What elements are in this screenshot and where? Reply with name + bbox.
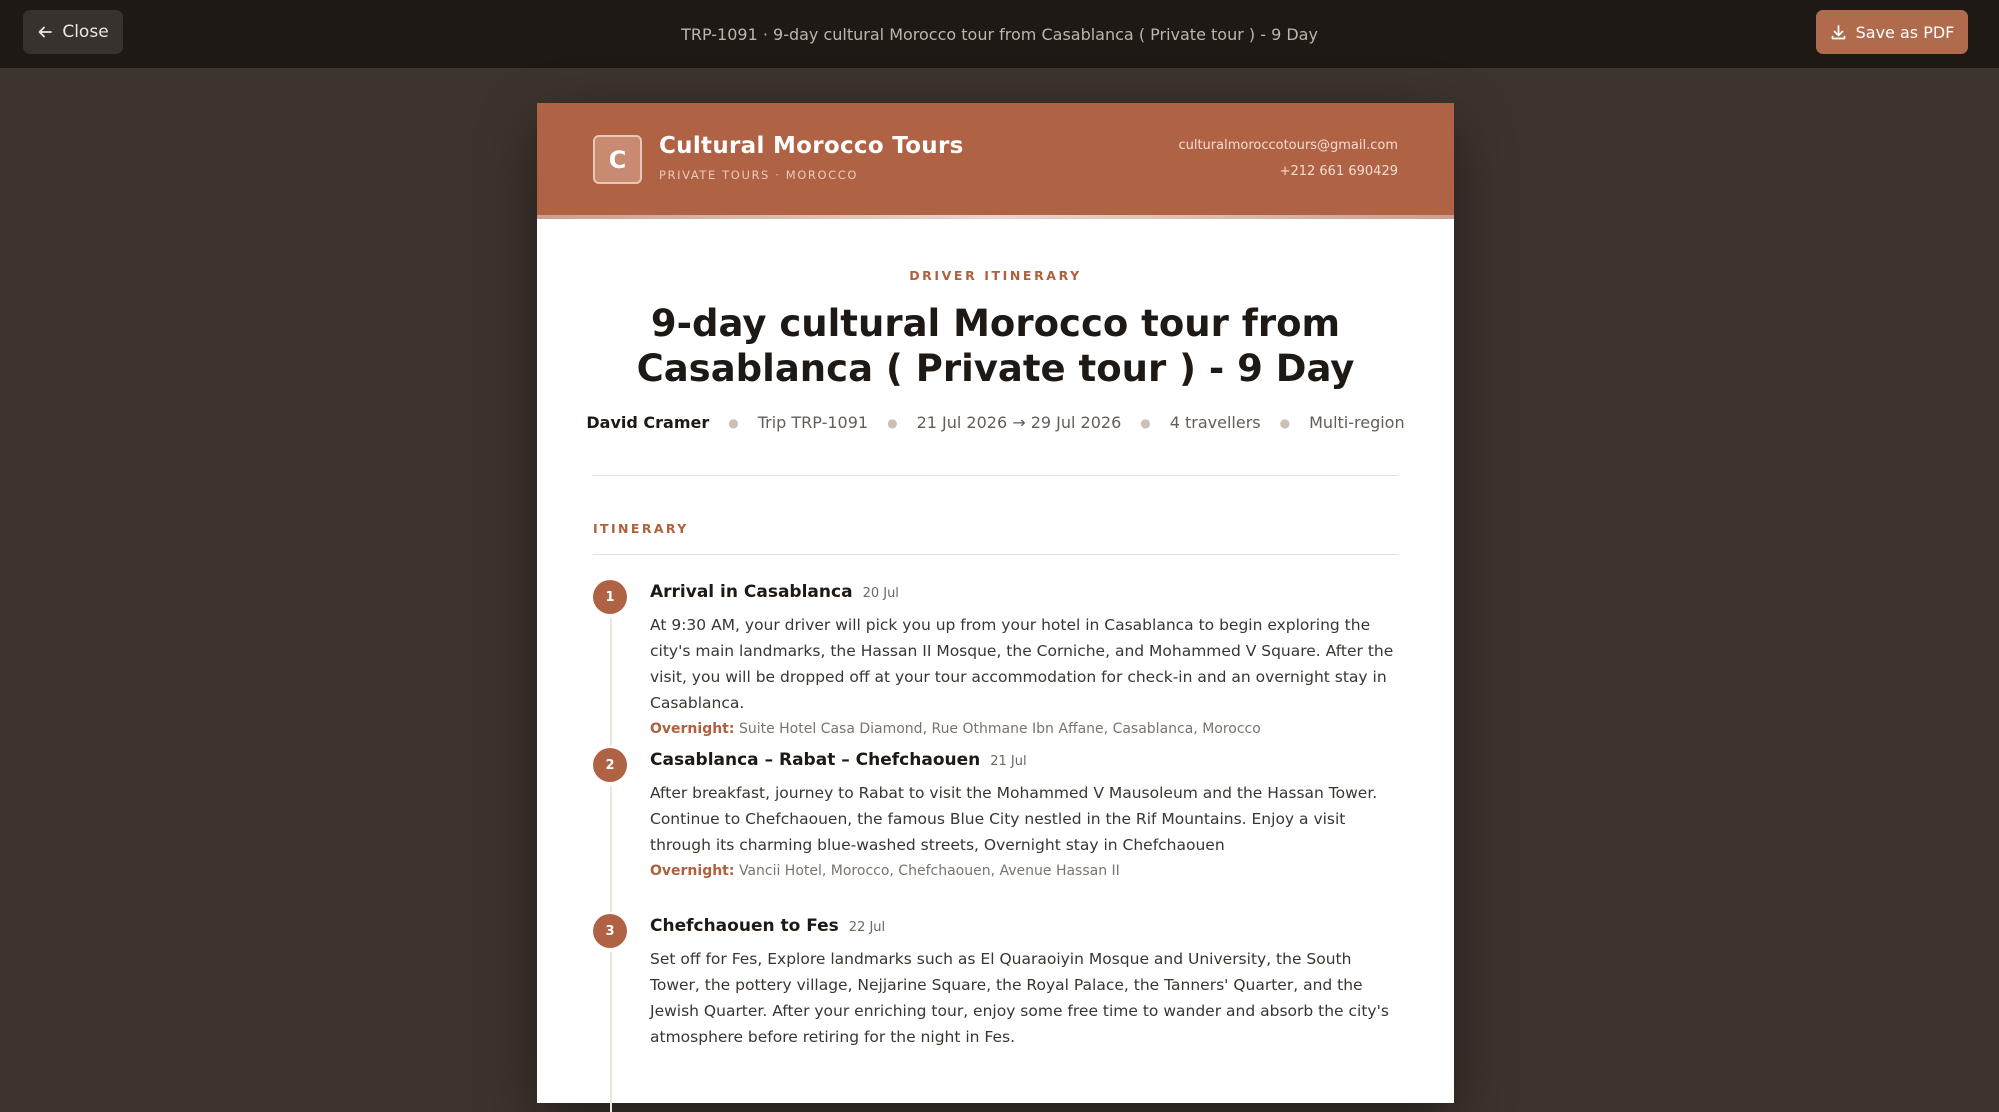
meta-separator: ● (887, 415, 898, 430)
day-number-badge: 3 (593, 914, 627, 948)
company-name: Cultural Morocco Tours (659, 133, 964, 159)
trip-id: Trip TRP-1091 (757, 413, 869, 432)
contact-phone: +212 661 690429 (1279, 164, 1398, 179)
meta-separator: ● (728, 415, 739, 430)
day-number-badge: 2 (593, 748, 627, 782)
overnight-hotel: Suite Hotel Casa Diamond, Rue Othmane Ibn Affane, Casablanca, Morocco (738, 721, 1261, 737)
trip-region: Multi-region (1309, 413, 1405, 432)
download-icon (1830, 24, 1847, 41)
close-label: Close (62, 22, 109, 42)
day-date: 22 Jul (848, 920, 886, 935)
day-item (593, 746, 1398, 912)
arrow-left-icon (37, 24, 53, 40)
day-description: After breakfast, journey to Rabat to visit the Mohammed V Mausoleum and the Hassan Tower. Continue to Chefchaouen, the famous Blue City nestled in the Rif Mountains. Enjoy a visit through its charming blue-washed streets, Overnight stay in Chefchaouen (650, 784, 1378, 854)
timeline-line (610, 952, 612, 1112)
overnight-info (650, 721, 1398, 737)
divider (593, 554, 1398, 555)
timeline-line (610, 618, 612, 746)
day-item (593, 578, 1398, 746)
day-number-badge: 1 (593, 580, 627, 614)
traveller-name: David Cramer (586, 413, 710, 432)
page-title: 9-day cultural Morocco tour from Casablanca ( Private tour ) - 9 Day (636, 302, 1355, 390)
day-title: Arrival in Casablanca (650, 582, 853, 602)
day-description: At 9:30 AM, your driver will pick you up from your hotel in Casablanca to begin exploring the city's main landmarks, the Hassan II Mosque, the Corniche, and Mohammed V Square. After the visit, you will be dropped off at your tour accommodation for check-in and an overnight stay in Casablanca. (650, 616, 1394, 712)
overnight-label: Overnight: (650, 721, 735, 737)
save-as-pdf-label: Save as PDF (1855, 22, 1955, 42)
contact-email: culturalmoroccotours@gmail.com (1178, 138, 1398, 153)
company-logo: C (593, 135, 642, 184)
trip-meta (537, 413, 1454, 432)
document-kicker: DRIVER ITINERARY (909, 268, 1082, 283)
document-header (537, 103, 1454, 219)
timeline-line (610, 786, 612, 912)
day-title: Casablanca – Rabat – Chefchaouen (650, 750, 981, 770)
meta-separator: ● (1140, 415, 1151, 430)
itinerary-document (537, 103, 1454, 1103)
day-date: 20 Jul (862, 586, 899, 601)
trip-dates: 21 Jul 2026 → 29 Jul 2026 (916, 413, 1122, 432)
day-title: Chefchaouen to Fes (650, 916, 839, 936)
overnight-hotel: Vancii Hotel, Morocco, Chefchaouen, Avenue Hassan II (738, 863, 1120, 879)
header-divider (537, 215, 1454, 219)
section-label-itinerary: ITINERARY (593, 521, 689, 536)
day-item (593, 912, 1398, 1112)
company-tagline: PRIVATE TOURS · MOROCCO (659, 168, 859, 182)
itinerary-days (593, 578, 1398, 1112)
overnight-info (650, 863, 1398, 879)
divider (593, 475, 1398, 476)
top-bar (0, 0, 1999, 68)
day-date: 21 Jul (990, 754, 1027, 769)
meta-separator: ● (1279, 415, 1291, 430)
save-as-pdf-button[interactable] (1816, 10, 1968, 54)
day-description: Set off for Fes, Explore landmarks such as El Quaraoiyin Mosque and University, the South Tower, the pottery village, Nejjarine Square, the Royal Palace, the Tanners' Quarter, and the Jewish Quarter. After your enriching tour, enjoy some free time to wander and absorb the city's atmosphere before retiring for the night in Fes. (650, 950, 1389, 1046)
traveller-count: 4 travellers (1169, 413, 1261, 432)
window-title: TRP-1091 · 9-day cultural Morocco tour from Casablanca ( Private tour ) - 9 Day (681, 24, 1318, 44)
overnight-label: Overnight: (650, 863, 735, 879)
close-button[interactable] (23, 10, 123, 54)
